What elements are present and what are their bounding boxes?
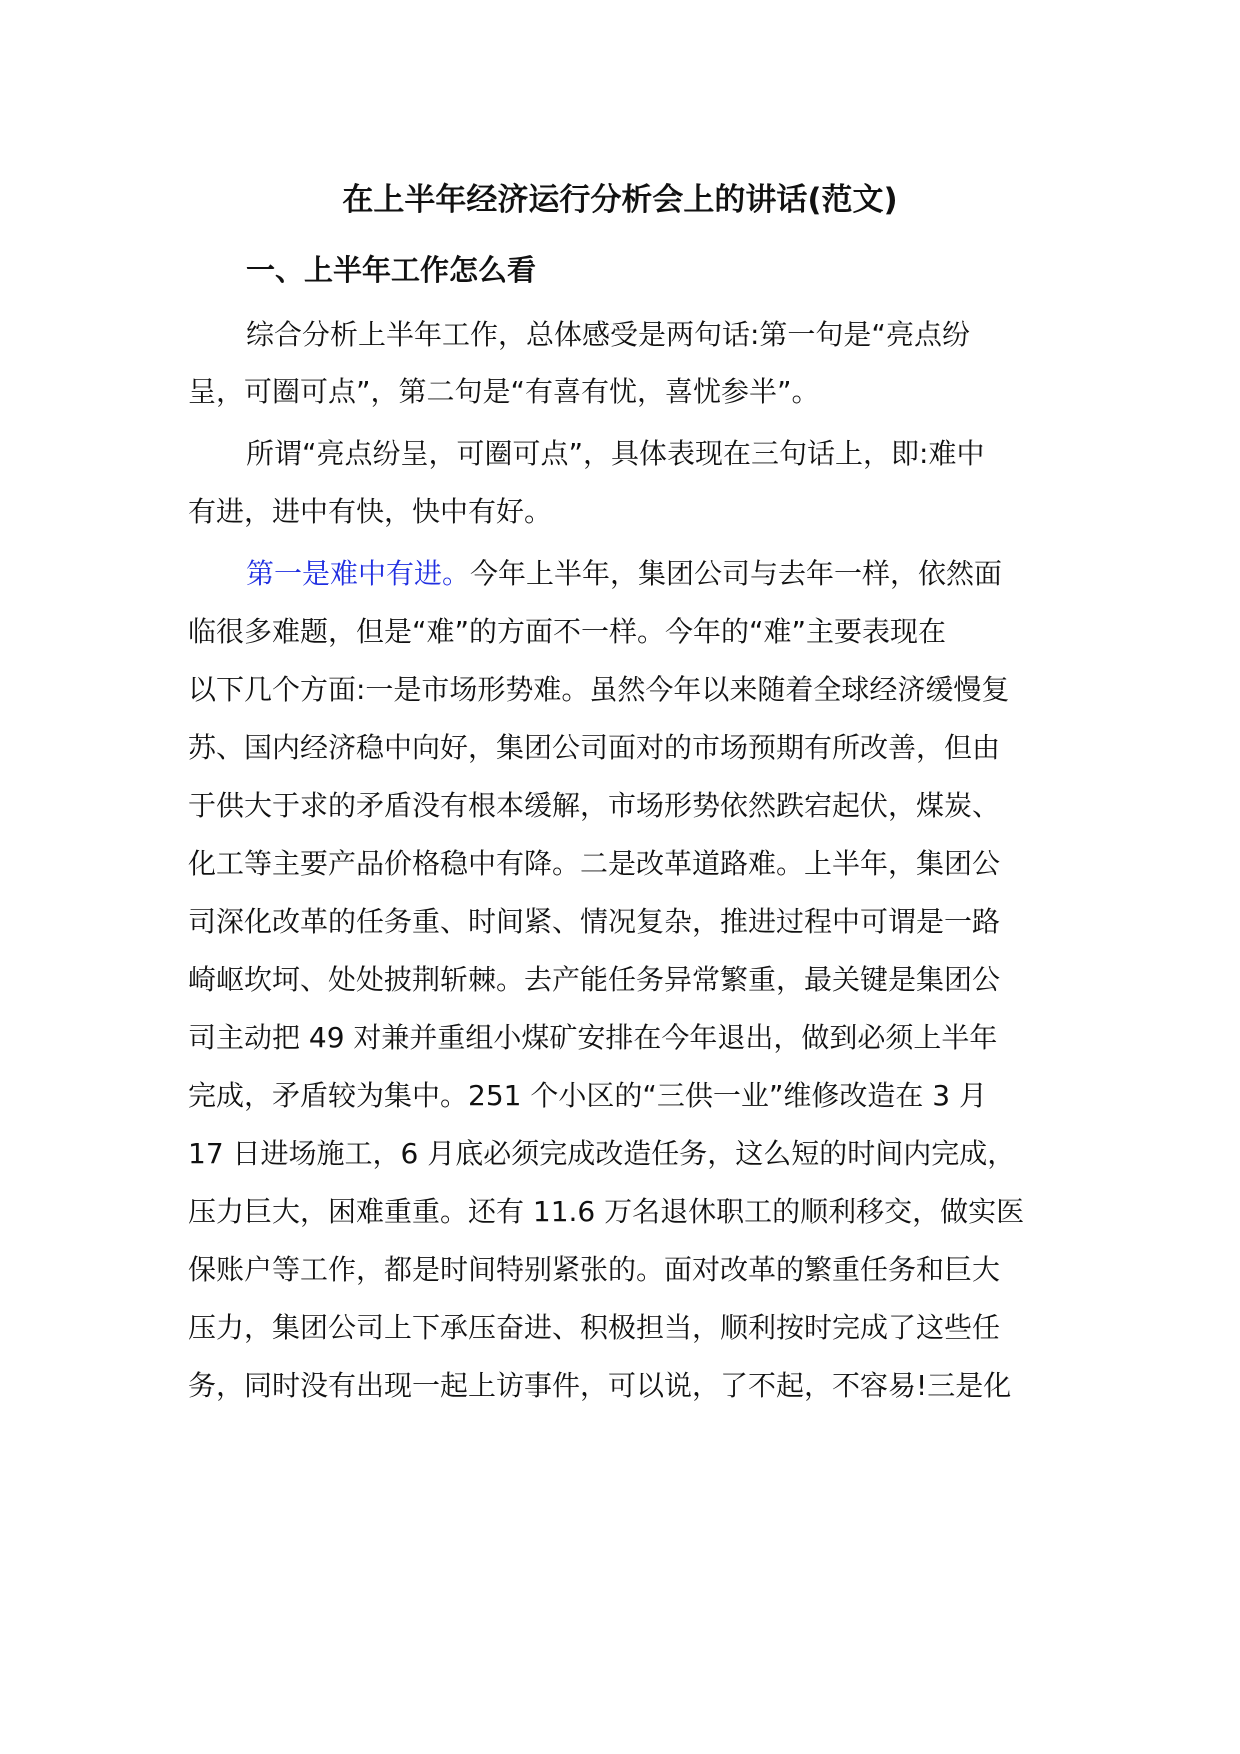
paragraph-1-line: 呈，可圈可点”，第二句是“有喜有忧，喜忧参半”。 (188, 375, 820, 408)
paragraph-3-line: 崎岖坎坷、处处披荆斩棘。去产能任务异常繁重，最关键是集团公 (188, 963, 1001, 996)
paragraph-3-line: 完成，矛盾较为集中。251 个小区的“三供一业”维修改造在 3 月 (188, 1079, 987, 1112)
paragraph-3-line: 压力，集团公司上下承压奋进、积极担当，顺利按时完成了这些任 (188, 1311, 1001, 1344)
paragraph-3-line: 于供大于求的矛盾没有根本缓解，市场形势依然跌宕起伏，煤炭、 (188, 789, 1001, 822)
paragraph-3-line: 临很多难题，但是“难”的方面不一样。今年的“难”主要表现在 (188, 615, 947, 648)
highlighted-lead-phrase: 第一是难中有进。 (246, 557, 471, 590)
document-title: 在上半年经济运行分析会上的讲话(范文) (342, 182, 898, 218)
paragraph-3-line: 17 日进场施工，6 月底必须完成改造任务，这么短的时间内完成， (188, 1137, 1016, 1170)
paragraph-3-first-line (246, 552, 1002, 596)
paragraph-3-line: 苏、国内经济稳中向好，集团公司面对的市场预期有所改善，但由 (188, 731, 1001, 764)
paragraph-3-line: 压力巨大，困难重重。还有 11.6 万名退休职工的顺利移交，做实医 (188, 1195, 1025, 1228)
section-heading: 一、上半年工作怎么看 (246, 253, 537, 287)
paragraph-2-line: 有进，进中有快，快中有好。 (188, 495, 553, 528)
paragraph-3-line: 司深化改革的任务重、时间紧、情况复杂，推进过程中可谓是一路 (188, 905, 1001, 938)
paragraph-1-line: 综合分析上半年工作，总体感受是两句话:第一句是“亮点纷 (246, 318, 970, 351)
paragraph-3-line: 司主动把 49 对兼并重组小煤矿安排在今年退出，做到必须上半年 (188, 1021, 998, 1054)
paragraph-3-first-line-text: 今年上半年，集团公司与去年一样，依然面 (470, 557, 1003, 590)
paragraph-3-line: 以下几个方面:一是市场形势难。虽然今年以来随着全球经济缓慢复 (188, 673, 1010, 706)
paragraph-3-line: 化工等主要产品价格稳中有降。二是改革道路难。上半年，集团公 (188, 847, 1001, 880)
paragraph-3-line: 保账户等工作，都是时间特别紧张的。面对改革的繁重任务和巨大 (188, 1253, 1001, 1286)
paragraph-3-line: 务，同时没有出现一起上访事件，可以说，了不起，不容易!三是化 (188, 1369, 1012, 1402)
paragraph-2-line: 所谓“亮点纷呈，可圈可点”，具体表现在三句话上，即:难中 (246, 437, 985, 470)
